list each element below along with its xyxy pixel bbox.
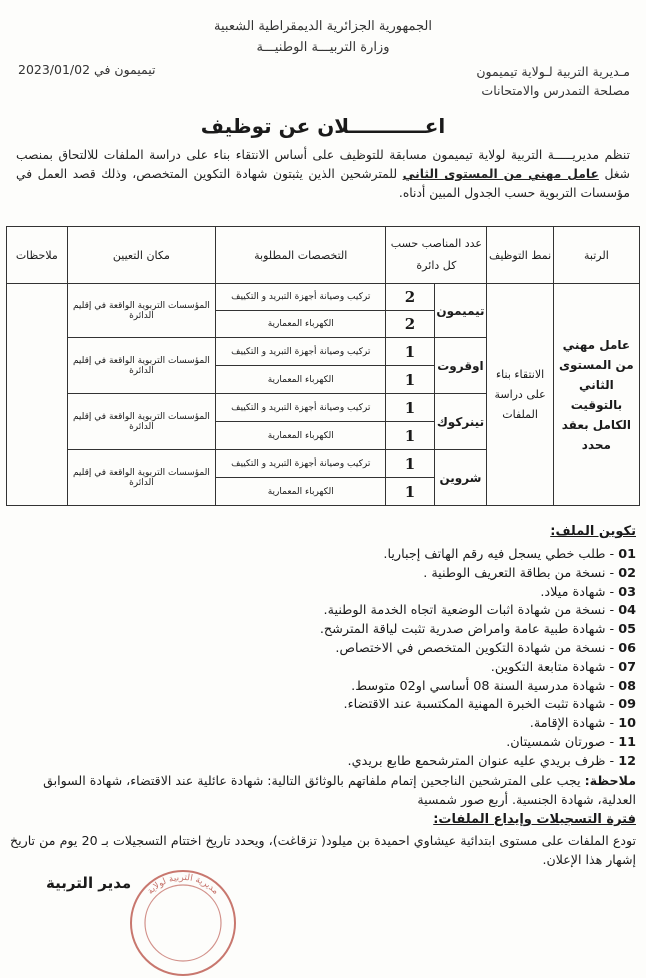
header-place: مكان التعيين [67,227,216,284]
item-number: 03 [618,584,636,600]
specialty-cell: الكهرباء المعمارية [216,366,386,394]
specialty-cell: الكهرباء المعمارية [216,311,386,338]
positions-table [6,226,640,506]
registration-text: تودع الملفات على مستوى ابتدائية عيشاوي احميدة بن ميلود( تزقاغت)، ويحدد تاريخ اختتام التسجيلات بـ 20 يوم من تاريخ إشهار هذا الإعلان. [10,833,636,867]
item-number: 07 [618,659,636,675]
count-cell: 1 [386,478,434,506]
daira-cell: تينركوك [434,394,487,450]
item-text: نسخة من بطاقة التعريف الوطنية . [423,565,606,581]
item-text: طلب خطي يسجل فيه رقم الهاتف إجباريا. [383,547,606,562]
item-number: 04 [618,603,636,619]
item-number: 11 [618,734,636,750]
directorate-line: مـديرية التربية لـولاية تيميمون [476,64,630,79]
item-text: ظرف بريدي عليه عنوان المترشحمع طابع بريدي. [347,753,606,769]
list-item: 10 - شهادة الإقامة. [529,716,636,732]
item-number: 06 [618,640,636,656]
header-positions: عدد المناصب حسب كل دائرة [386,227,487,284]
official-stamp [128,868,238,978]
specialty-cell: تركيب وصيانة أجهزة التبريد و التكييف [216,284,386,311]
intro-paragraph [16,146,630,203]
document-header [0,16,646,58]
notes-cell [7,284,68,506]
count-cell: 1 [386,394,434,422]
signature-title: مدير التربية [46,874,132,892]
item-number: 12 [618,753,636,769]
count-cell: 1 [386,450,434,478]
table-header-row [7,227,640,284]
item-text: شهادة الإقامة. [529,716,606,732]
list-item: 12 - ظرف بريدي عليه عنوان المترشحمع طابع بريدي. [347,753,636,769]
list-item: 06 - نسخة من شهادة التكوين المتخصص في الاختصاص. [335,640,636,656]
daira-cell: اوقروت [434,338,487,394]
list-item: 05 - شهادة طبية عامة وامراض صدرية تثبت لياقة المترشح. [319,622,636,638]
announcement-title: اعـــــــــــلان عن توظيف [200,114,446,138]
item-text: شهادة مدرسية السنة 08 أساسي او02 متوسط. [351,678,606,694]
rank-cell: عامل مهني من المستوى الثاني بالتوقيت الكامل بعقد محدد [553,284,639,506]
note-text: يجب على المترشحين الناجحين إتمام ملفاتهم بالوثائق التالية: شهادة عائلية عند الاقتضاء، شهادة السوابق العدلية، شهادة الجنسية. أربع صور شمسية [43,773,636,807]
list-item: 04 - نسخة من شهادة اثبات الوضعية اتجاه الخدمة الوطنية. [323,603,636,619]
document-date: تيميمون في 2023/01/02 [18,62,156,77]
header-specialties: التخصصات المطلوبة [216,227,386,284]
list-item: 11 - صورتان شمسيتان. [506,734,636,750]
item-text: شهادة ميلاد. [540,584,606,600]
list-item: 02 - نسخة من بطاقة التعريف الوطنية . [423,565,636,581]
list-item: 01 - طلب خطي يسجل فيه رقم الهاتف إجباريا. [383,547,636,562]
table-row [7,284,640,311]
file-items-list [6,546,636,772]
specialty-cell: الكهرباء المعمارية [216,478,386,506]
item-text: نسخة من شهادة اثبات الوضعية اتجاه الخدمة الوطنية. [323,603,606,619]
intro-position: عامل مهني من المستوى الثاني [402,167,599,181]
item-number: 01 [618,547,636,562]
list-item: 03 - شهادة ميلاد. [540,584,636,600]
specialty-cell: تركيب وصيانة أجهزة التبريد و التكييف [216,450,386,478]
specialty-cell: تركيب وصيانة أجهزة التبريد و التكييف [216,394,386,422]
ministry-line: وزارة التربيـــة الوطنيـــة [256,40,390,55]
item-number: 05 [618,622,636,638]
place-cell: المؤسسات التربوية الواقعة في إقليم الدائرة [67,284,216,338]
list-item: 08 - شهادة مدرسية السنة 08 أساسي او02 متوسط. [351,678,636,694]
item-number: 02 [618,565,636,581]
daira-cell: تيميمون [434,284,487,338]
count-cell: 1 [386,366,434,394]
mode-cell: الانتقاء بناء على دراسة الملفات [487,284,553,506]
place-cell: المؤسسات التربوية الواقعة في إقليم الدائرة [67,394,216,450]
item-text: نسخة من شهادة التكوين المتخصص في الاختصاص. [335,640,606,656]
republic-line: الجمهورية الجزائرية الديمقراطية الشعبية [214,19,432,34]
header-mode: نمط التوظيف [487,227,553,284]
item-number: 09 [618,697,636,713]
item-text: صورتان شمسيتان. [506,734,606,750]
stamp-text: مديرية التربية لولاية [145,872,221,897]
intro-text-before: تنظم مديريـــــة التربية لولاية تيميمون مسابقة للتوظيف على أساس الانتقاء بناء على دراسة الملفات للالتحاق بمنصب شغل [16,148,630,181]
specialty-cell: الكهرباء المعمارية [216,422,386,450]
header-notes: ملاحظات [7,227,68,284]
list-item: 07 - شهادة متابعة التكوين. [490,659,636,675]
count-cell: 1 [386,422,434,450]
note-paragraph [6,772,636,809]
item-number: 08 [618,678,636,694]
file-section-heading: تكوين الملف: [550,524,636,539]
header-rank: الرتبة [553,227,639,284]
item-text: شهادة متابعة التكوين. [490,659,606,675]
place-cell: المؤسسات التربوية الواقعة في إقليم الدائرة [67,338,216,394]
list-item: 09 - شهادة تثبت الخبرة المهنية المكتسبة عند الاقتضاء. [343,697,636,713]
item-number: 10 [618,716,636,732]
specialty-cell: تركيب وصيانة أجهزة التبريد و التكييف [216,338,386,366]
place-cell: المؤسسات التربوية الواقعة في إقليم الدائرة [67,450,216,506]
service-line: مصلحة التمدرس والامتحانات [481,83,630,98]
note-label: ملاحظة: [584,773,636,788]
count-cell: 2 [386,311,434,338]
item-text: شهادة تثبت الخبرة المهنية المكتسبة عند الاقتضاء. [343,697,606,713]
count-cell: 1 [386,338,434,366]
item-text: شهادة طبية عامة وامراض صدرية تثبت لياقة المترشح. [319,622,606,638]
count-cell: 2 [386,284,434,311]
intro-text-after: للمترشحين الذين يثبتون شهادة التكوين المتخصص، وذلك قصد العمل في مؤسسات التربوية حسب الجدول المبين أدناه. [16,167,630,200]
daira-cell: شروين [434,450,487,506]
registration-heading: فترة التسجيلات وإيداع الملفات: [433,812,636,827]
directorate-block [476,62,630,100]
